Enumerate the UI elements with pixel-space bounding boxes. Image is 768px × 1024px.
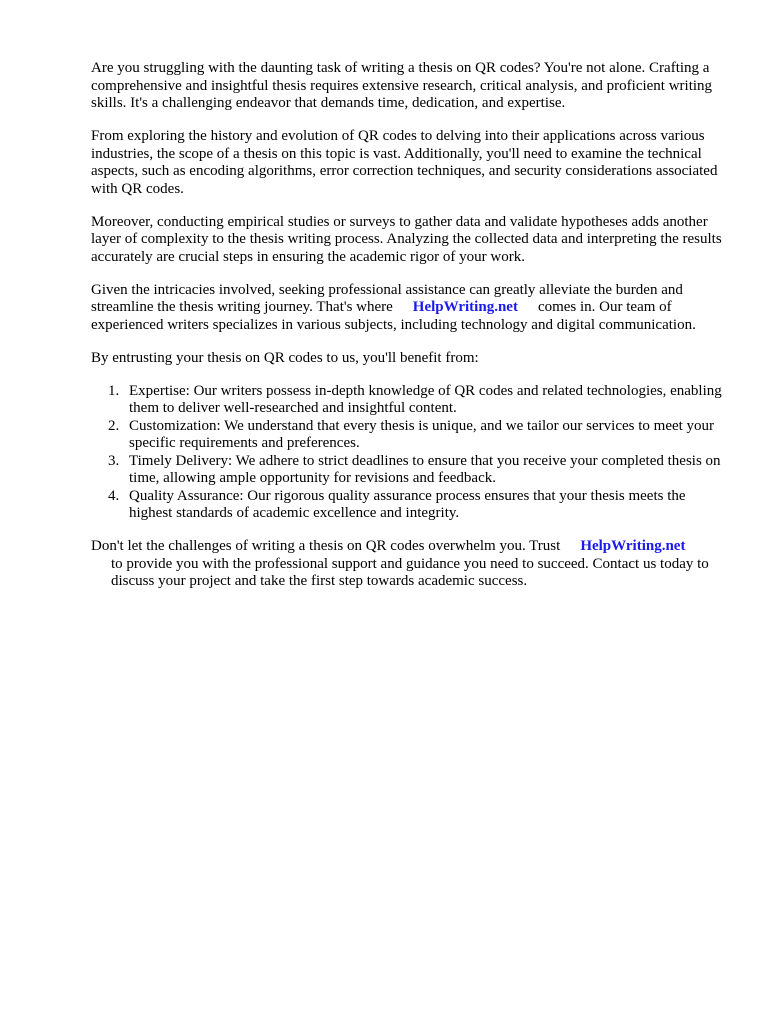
list-item xyxy=(91,488,731,523)
closing-paragraph xyxy=(91,538,731,591)
list-item-text: Timely Delivery: We adhere to strict deadlines to ensure that you receive your completed thesis on time, allowing ample opportunity for revisions and feedback. xyxy=(129,452,721,486)
list-item-text: Expertise: Our writers possess in-depth knowledge of QR codes and related technologies, enabling them to deliver well-researched and insightful content. xyxy=(129,382,722,416)
list-item xyxy=(91,383,731,418)
list-number: 2. xyxy=(108,417,120,434)
complexity-paragraph: Moreover, conducting empirical studies or surveys to gather data and validate hypotheses adds another layer of complexity to the thesis writing process. Analyzing the collected data and interpreting the results accurately are crucial steps in ensuring the academic rigor of your work. xyxy=(91,213,722,265)
list-item-text: Quality Assurance: Our rigorous quality assurance process ensures that your thesis meets the highest standards of academic excellence and integrity. xyxy=(129,487,686,521)
list-number: 3. xyxy=(108,452,120,469)
intro-paragraph: Are you struggling with the daunting task of writing a thesis on QR codes? You're not alone. Crafting a comprehensive and insightful thesis requires extensive research, critical analysis, and proficient writing skills. It's a challenging endeavor that demands time, dedication, and expertise. xyxy=(91,60,713,111)
closing-text-end: to provide you with the professional support and guidance you need to succeed. Contact us today to discuss your project and take the first step towards academic success. xyxy=(111,555,709,589)
benefits-intro: By entrusting your thesis on QR codes to us, you'll benefit from: xyxy=(91,349,479,366)
helpwriting-link[interactable]: HelpWriting.net xyxy=(580,538,686,554)
assistance-text-start: Given the intricacies involved, seeking professional assistance can greatly alleviate the burden and streamline the thesis writing journey. That's where xyxy=(91,281,683,315)
assistance-paragraph xyxy=(91,282,731,335)
helpwriting-link[interactable]: HelpWriting.net xyxy=(412,299,518,315)
list-number: 1. xyxy=(108,382,120,399)
list-item-text: Customization: We understand that every thesis is unique, and we tailor our services to meet your specific requirements and preferences. xyxy=(129,417,715,451)
benefits-list xyxy=(91,383,731,523)
list-number: 4. xyxy=(108,487,120,504)
closing-text-start: Don't let the challenges of writing a thesis on QR codes overwhelm you. Trust xyxy=(91,538,561,554)
document-body xyxy=(91,60,731,606)
list-item xyxy=(91,453,731,488)
list-item xyxy=(91,418,731,453)
scope-paragraph: From exploring the history and evolution of QR codes to delving into their applications across various industries, the scope of a thesis on this topic is vast. Additionally, you'll need to examine the technical aspects, such as encoding algorithms, error correction techniques, and security considerations associated with QR codes. xyxy=(91,128,718,197)
assistance-text-end: comes in. Our team of experienced writers specializes in various subjects, including technology and digital communication. xyxy=(91,299,696,333)
